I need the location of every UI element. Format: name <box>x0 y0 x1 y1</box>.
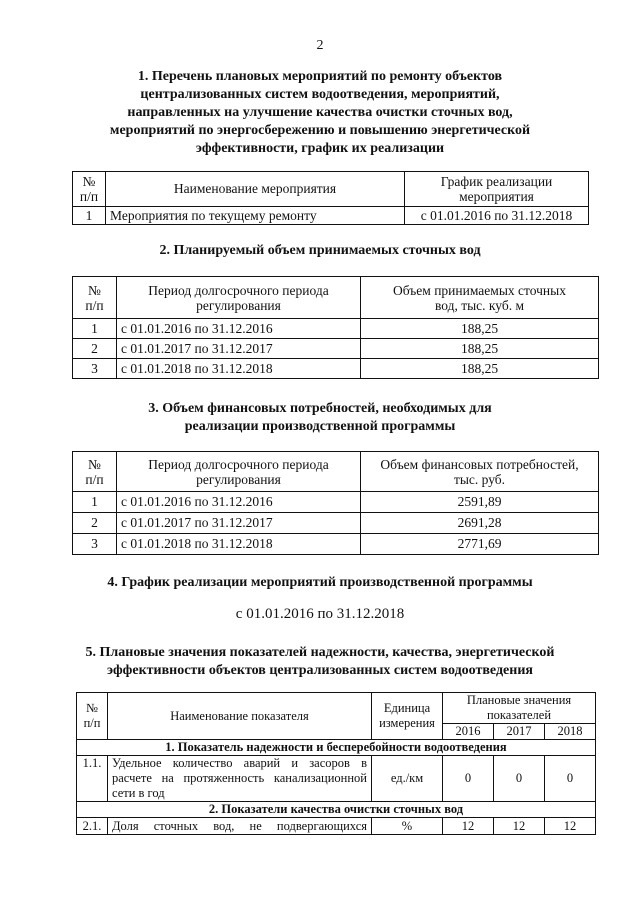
row-value-2018: 12 <box>544 818 595 835</box>
row-num: 2 <box>73 513 117 534</box>
row-value-2018: 0 <box>544 756 595 802</box>
section5-title <box>0 644 640 680</box>
activities-table <box>72 171 589 225</box>
row-value: 2591,89 <box>361 492 599 513</box>
section3-title-line: реализации производственной программы <box>184 419 456 434</box>
section1-title-line: 1. Перечень плановых мероприятий по ремонту объектов <box>137 69 503 84</box>
table-row <box>77 818 596 835</box>
header-indicator-name: Наименование показателя <box>108 693 372 740</box>
table-row <box>73 359 599 379</box>
table-row <box>73 339 599 359</box>
indicators-table <box>76 692 596 835</box>
table-header-row <box>73 172 589 207</box>
table-row <box>73 513 599 534</box>
section3-title-line: 3. Объем финансовых потребностей, необходимых для <box>148 401 492 416</box>
row-period: с 01.01.2018 по 31.12.2018 <box>117 359 361 379</box>
table-row <box>73 207 589 225</box>
row-value-2016: 12 <box>443 818 494 835</box>
header-activity-name: Наименование мероприятия <box>106 172 405 207</box>
row-unit: % <box>372 818 443 835</box>
header-unit: Единица измерения <box>372 693 443 740</box>
header-schedule: График реализации мероприятия <box>405 172 589 207</box>
header-num: № п/п <box>73 452 117 492</box>
table-header-row <box>73 277 599 319</box>
header-volume: Объем принимаемых сточных вод, тыс. куб. м <box>361 277 599 319</box>
header-num: № п/п <box>73 172 106 207</box>
section1-title-line: эффективности, график их реализации <box>195 141 445 156</box>
header-period: Период долгосрочного периода регулирования <box>117 452 361 492</box>
page-number: 2 <box>316 38 324 53</box>
section1-title-line: направленных на улучшение качества очистки сточных вод, <box>127 105 513 120</box>
financial-needs-table <box>72 451 599 555</box>
row-schedule: с 01.01.2016 по 31.12.2018 <box>405 207 589 225</box>
row-value: 2771,69 <box>361 534 599 555</box>
header-finance: Объем финансовых потребностей, тыс. руб. <box>361 452 599 492</box>
section1-title-line: централизованных систем водоотведения, мероприятий, <box>140 87 500 102</box>
section1-title <box>0 68 640 158</box>
row-period: с 01.01.2016 по 31.12.2016 <box>117 492 361 513</box>
row-period: с 01.01.2017 по 31.12.2017 <box>117 339 361 359</box>
row-activity-name: Мероприятия по текущему ремонту <box>106 207 405 225</box>
header-year-2018: 2018 <box>544 724 595 740</box>
row-value-2017: 12 <box>493 818 544 835</box>
row-indicator-name: Удельное количество аварий и засоров в расчете на протяженность канализационной сети в год <box>108 756 372 802</box>
row-num: 3 <box>73 534 117 555</box>
row-num: 2.1. <box>77 818 108 835</box>
table-header-row <box>73 452 599 492</box>
table-row <box>73 534 599 555</box>
row-value-2016: 0 <box>443 756 494 802</box>
header-num: № п/п <box>73 277 117 319</box>
table-group-row <box>77 802 596 818</box>
table-row <box>77 756 596 802</box>
row-unit: ед./км <box>372 756 443 802</box>
row-num: 2 <box>73 339 117 359</box>
wastewater-volume-table <box>72 276 599 379</box>
row-num: 3 <box>73 359 117 379</box>
row-num: 1 <box>73 492 117 513</box>
row-period: с 01.01.2017 по 31.12.2017 <box>117 513 361 534</box>
section3-title <box>0 400 640 436</box>
row-period: с 01.01.2018 по 31.12.2018 <box>117 534 361 555</box>
table-group-row <box>77 740 596 756</box>
section4-title: 4. График реализации мероприятий производственной программы <box>107 575 533 590</box>
row-indicator-name: Доля сточных вод, не подвергающихся <box>108 818 372 835</box>
row-value-2017: 0 <box>493 756 544 802</box>
header-num: № п/п <box>77 693 108 740</box>
table-row <box>73 319 599 339</box>
row-num: 1.1. <box>77 756 108 802</box>
section5-title-line: эффективности объектов централизованных систем водоотведения <box>107 663 533 678</box>
row-num: 1 <box>73 207 106 225</box>
section1-title-line: мероприятий по энергосбережению и повышению энергетической <box>109 123 531 138</box>
row-value: 188,25 <box>361 339 599 359</box>
row-value: 188,25 <box>361 319 599 339</box>
header-planned-values: Плановые значения показателей <box>443 693 596 724</box>
row-value: 2691,28 <box>361 513 599 534</box>
header-year-2017: 2017 <box>493 724 544 740</box>
row-value: 188,25 <box>361 359 599 379</box>
header-year-2016: 2016 <box>443 724 494 740</box>
header-period: Период долгосрочного периода регулирования <box>117 277 361 319</box>
section4-period: с 01.01.2016 по 31.12.2018 <box>235 606 405 622</box>
group-quality: 2. Показатели качества очистки сточных вод <box>77 802 596 818</box>
table-header-row <box>77 693 596 724</box>
section5-title-line: 5. Плановые значения показателей надежности, качества, энергетической <box>85 645 555 660</box>
table-row <box>73 492 599 513</box>
row-num: 1 <box>73 319 117 339</box>
group-reliability: 1. Показатель надежности и бесперебойности водоотведения <box>77 740 596 756</box>
row-period: с 01.01.2016 по 31.12.2016 <box>117 319 361 339</box>
section2-title: 2. Планируемый объем принимаемых сточных вод <box>159 243 481 258</box>
